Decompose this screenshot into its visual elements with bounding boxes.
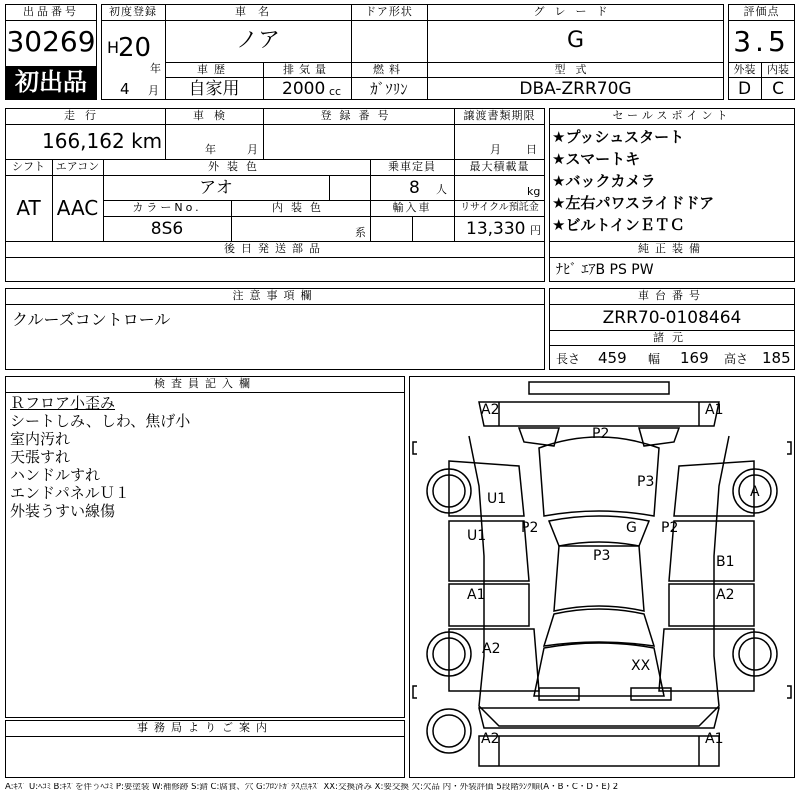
damage-mark: G xyxy=(626,520,637,536)
history: 自家用 xyxy=(188,79,240,99)
height: 185 xyxy=(762,349,791,367)
fuel-label: 燃料 xyxy=(373,63,405,76)
color-no: 8S6 xyxy=(150,219,184,239)
capacity: 8 xyxy=(409,178,420,198)
score-label: 評価点 xyxy=(743,5,780,18)
inspector-line: 天張すれ xyxy=(10,448,71,466)
chassis-label: 車台番号 xyxy=(638,289,706,302)
inspector-line: ハンドルすれ xyxy=(10,466,101,484)
rear-bumper xyxy=(479,708,719,728)
reg-month-unit: 月 xyxy=(148,84,159,97)
damage-mark: A1 xyxy=(705,402,724,418)
damage-mark: A1 xyxy=(467,587,486,603)
sales-point-item: ★バックカメラ xyxy=(552,172,656,190)
width-label: 幅 xyxy=(648,352,661,366)
grade: G xyxy=(566,28,585,53)
recycle-unit: 円 xyxy=(530,224,541,237)
bottom-bar xyxy=(479,736,719,766)
car-diagram xyxy=(409,376,795,778)
genuine-equipment: ﾅﾋﾞ ｴｱB PS PW xyxy=(556,262,654,278)
sales-point-item: ★左右パワスライドドア xyxy=(552,194,715,212)
left-rear-door xyxy=(449,584,529,626)
interior-grade: C xyxy=(772,79,784,99)
inspector-label: 検査員記入欄 xyxy=(154,377,256,390)
lot-number-label: 出品番号 xyxy=(23,5,79,18)
interior-label: 内装 xyxy=(767,63,789,76)
door-label: ドア形状 xyxy=(365,5,413,18)
color-label: 外装色 xyxy=(208,160,265,173)
right-mid-door xyxy=(669,521,754,581)
model-label: 型式 xyxy=(554,63,597,76)
left-mid-door xyxy=(449,521,529,581)
left-rear-quarter xyxy=(449,629,539,691)
first-listing-badge: 初出品 xyxy=(6,66,96,99)
right-front-door xyxy=(674,461,754,516)
inspector-line: エンドパネルＵ１ xyxy=(10,484,130,502)
damage-mark: P3 xyxy=(637,474,655,490)
reg-number-label: 登録番号 xyxy=(320,109,397,122)
damage-mark: U1 xyxy=(467,528,487,544)
displacement: 2000 xyxy=(282,79,326,99)
spare-wheel-inner xyxy=(433,715,465,747)
right-rear-door xyxy=(669,584,754,626)
sales-point-item: ★プッシュスタート xyxy=(552,128,685,146)
history-label: 車歴 xyxy=(197,63,231,76)
exterior-grade: D xyxy=(737,79,752,99)
inspector-line: シートしみ、しわ、焦げ小 xyxy=(10,412,191,430)
rear-glass xyxy=(544,609,654,646)
transfer-day-unit: 日 xyxy=(526,143,537,156)
damage-mark: P2 xyxy=(661,520,679,536)
damage-mark: P2 xyxy=(592,426,610,442)
reg-month: 4 xyxy=(120,80,130,98)
ac-label: エアコン xyxy=(55,160,100,173)
length-label: 長さ xyxy=(556,352,581,366)
damage-mark: P3 xyxy=(593,548,611,564)
damage-mark: A2 xyxy=(481,402,500,418)
damage-mark: A xyxy=(750,484,760,500)
recycle-label: リサイクル預託金 xyxy=(460,202,539,213)
model: DBA-ZRR70G xyxy=(519,79,632,99)
taillight-left xyxy=(539,688,579,700)
transfer-month-unit: 月 xyxy=(490,143,501,156)
displacement-unit: cc xyxy=(329,85,342,98)
damage-mark: A1 xyxy=(705,731,724,747)
notes-label: 注意事項欄 xyxy=(232,289,318,302)
legend: A:ｷｽﾞ U:ﾍｺﾐ B:ｷｽﾞを伴うﾍｺﾐ P:要塗装 W:補修跡 S:錆 C:腐食、穴 G:ﾌﾛﾝﾄｶﾞﾗｽ点ｷｽﾞ XX:交換済み X:要交換 欠:欠品 内・外装評価 5段階ﾗﾝｸ順(A・B・C・D・E) 2 xyxy=(5,783,619,792)
damage-mark: XX xyxy=(631,658,651,674)
interior-color-label: 内装色 xyxy=(272,201,329,214)
damage-mark: A2 xyxy=(482,641,501,657)
reg-year: 20 xyxy=(118,33,152,63)
lot-number: 30269 xyxy=(6,25,96,58)
inspector-line: 室内汚れ xyxy=(10,430,71,448)
taillight-right xyxy=(631,688,671,700)
grade-label: グレード xyxy=(533,5,618,18)
damage-mark: A2 xyxy=(481,731,500,747)
damage-mark: A2 xyxy=(716,587,735,603)
front-bumper xyxy=(479,402,719,426)
inspection-label: 車検 xyxy=(193,109,235,122)
damage-mark: U1 xyxy=(487,491,507,507)
era: H xyxy=(107,38,120,57)
inspector-line: Ｒフロア小歪み xyxy=(10,394,116,412)
transfer-deadline-label: 譲渡書類期限 xyxy=(463,109,536,122)
capacity-label: 乗車定員 xyxy=(388,160,436,173)
left-front-door xyxy=(449,461,524,516)
reg-year-unit: 年 xyxy=(150,62,161,75)
shift: AT xyxy=(16,196,41,220)
first-reg-label: 初度登録 xyxy=(109,5,157,18)
sales-point-item: ★ビルトインＥＴＣ xyxy=(552,216,685,234)
sales-points-label: セールスポイント xyxy=(612,109,732,122)
inspector-line: 外装うすい線傷 xyxy=(10,502,116,520)
height-label: 高さ xyxy=(724,352,749,366)
color: アオ xyxy=(199,178,233,198)
interior-color-unit: 系 xyxy=(355,226,366,239)
car-name-label: 車名 xyxy=(235,5,281,18)
specs-label: 諸元 xyxy=(653,331,691,344)
notes-text: クルーズコントロール xyxy=(12,310,171,329)
office-label: 事務局よりご案内 xyxy=(137,721,273,734)
displacement-label: 排気量 xyxy=(283,63,331,76)
color-no-label: カラーNo. xyxy=(132,201,202,214)
car-name: ノア xyxy=(235,28,280,53)
mileage-label: 走行 xyxy=(64,109,106,122)
capacity-unit: 人 xyxy=(436,183,447,196)
sales-point-item: ★スマートキ xyxy=(552,150,641,168)
shift-label: シフト xyxy=(12,160,45,173)
recycle: 13,330 xyxy=(466,219,526,239)
score: 3.5 xyxy=(733,25,790,58)
damage-mark: B1 xyxy=(716,554,735,570)
damage-mark: P2 xyxy=(521,520,539,536)
length: 459 xyxy=(598,349,627,367)
top-bar xyxy=(529,382,669,394)
inspection-month-unit: 月 xyxy=(247,143,258,156)
ac: AAC xyxy=(56,196,99,220)
mileage: 166,162 km xyxy=(42,129,163,153)
chassis-number: ZRR70-0108464 xyxy=(602,308,742,328)
max-load-label: 最大積載量 xyxy=(469,160,530,173)
fuel: ｶﾞｿﾘﾝ xyxy=(370,80,408,98)
width: 169 xyxy=(680,349,709,367)
max-load-unit: kg xyxy=(527,185,541,198)
genuine-label: 純正装備 xyxy=(638,242,706,255)
later-parts-label: 後日発送部品 xyxy=(224,242,326,255)
exterior-label: 外装 xyxy=(733,63,756,76)
inspection-year-unit: 年 xyxy=(205,143,216,156)
import-label: 輸入車 xyxy=(392,201,432,214)
wheel-rear-right-inner xyxy=(739,638,771,670)
